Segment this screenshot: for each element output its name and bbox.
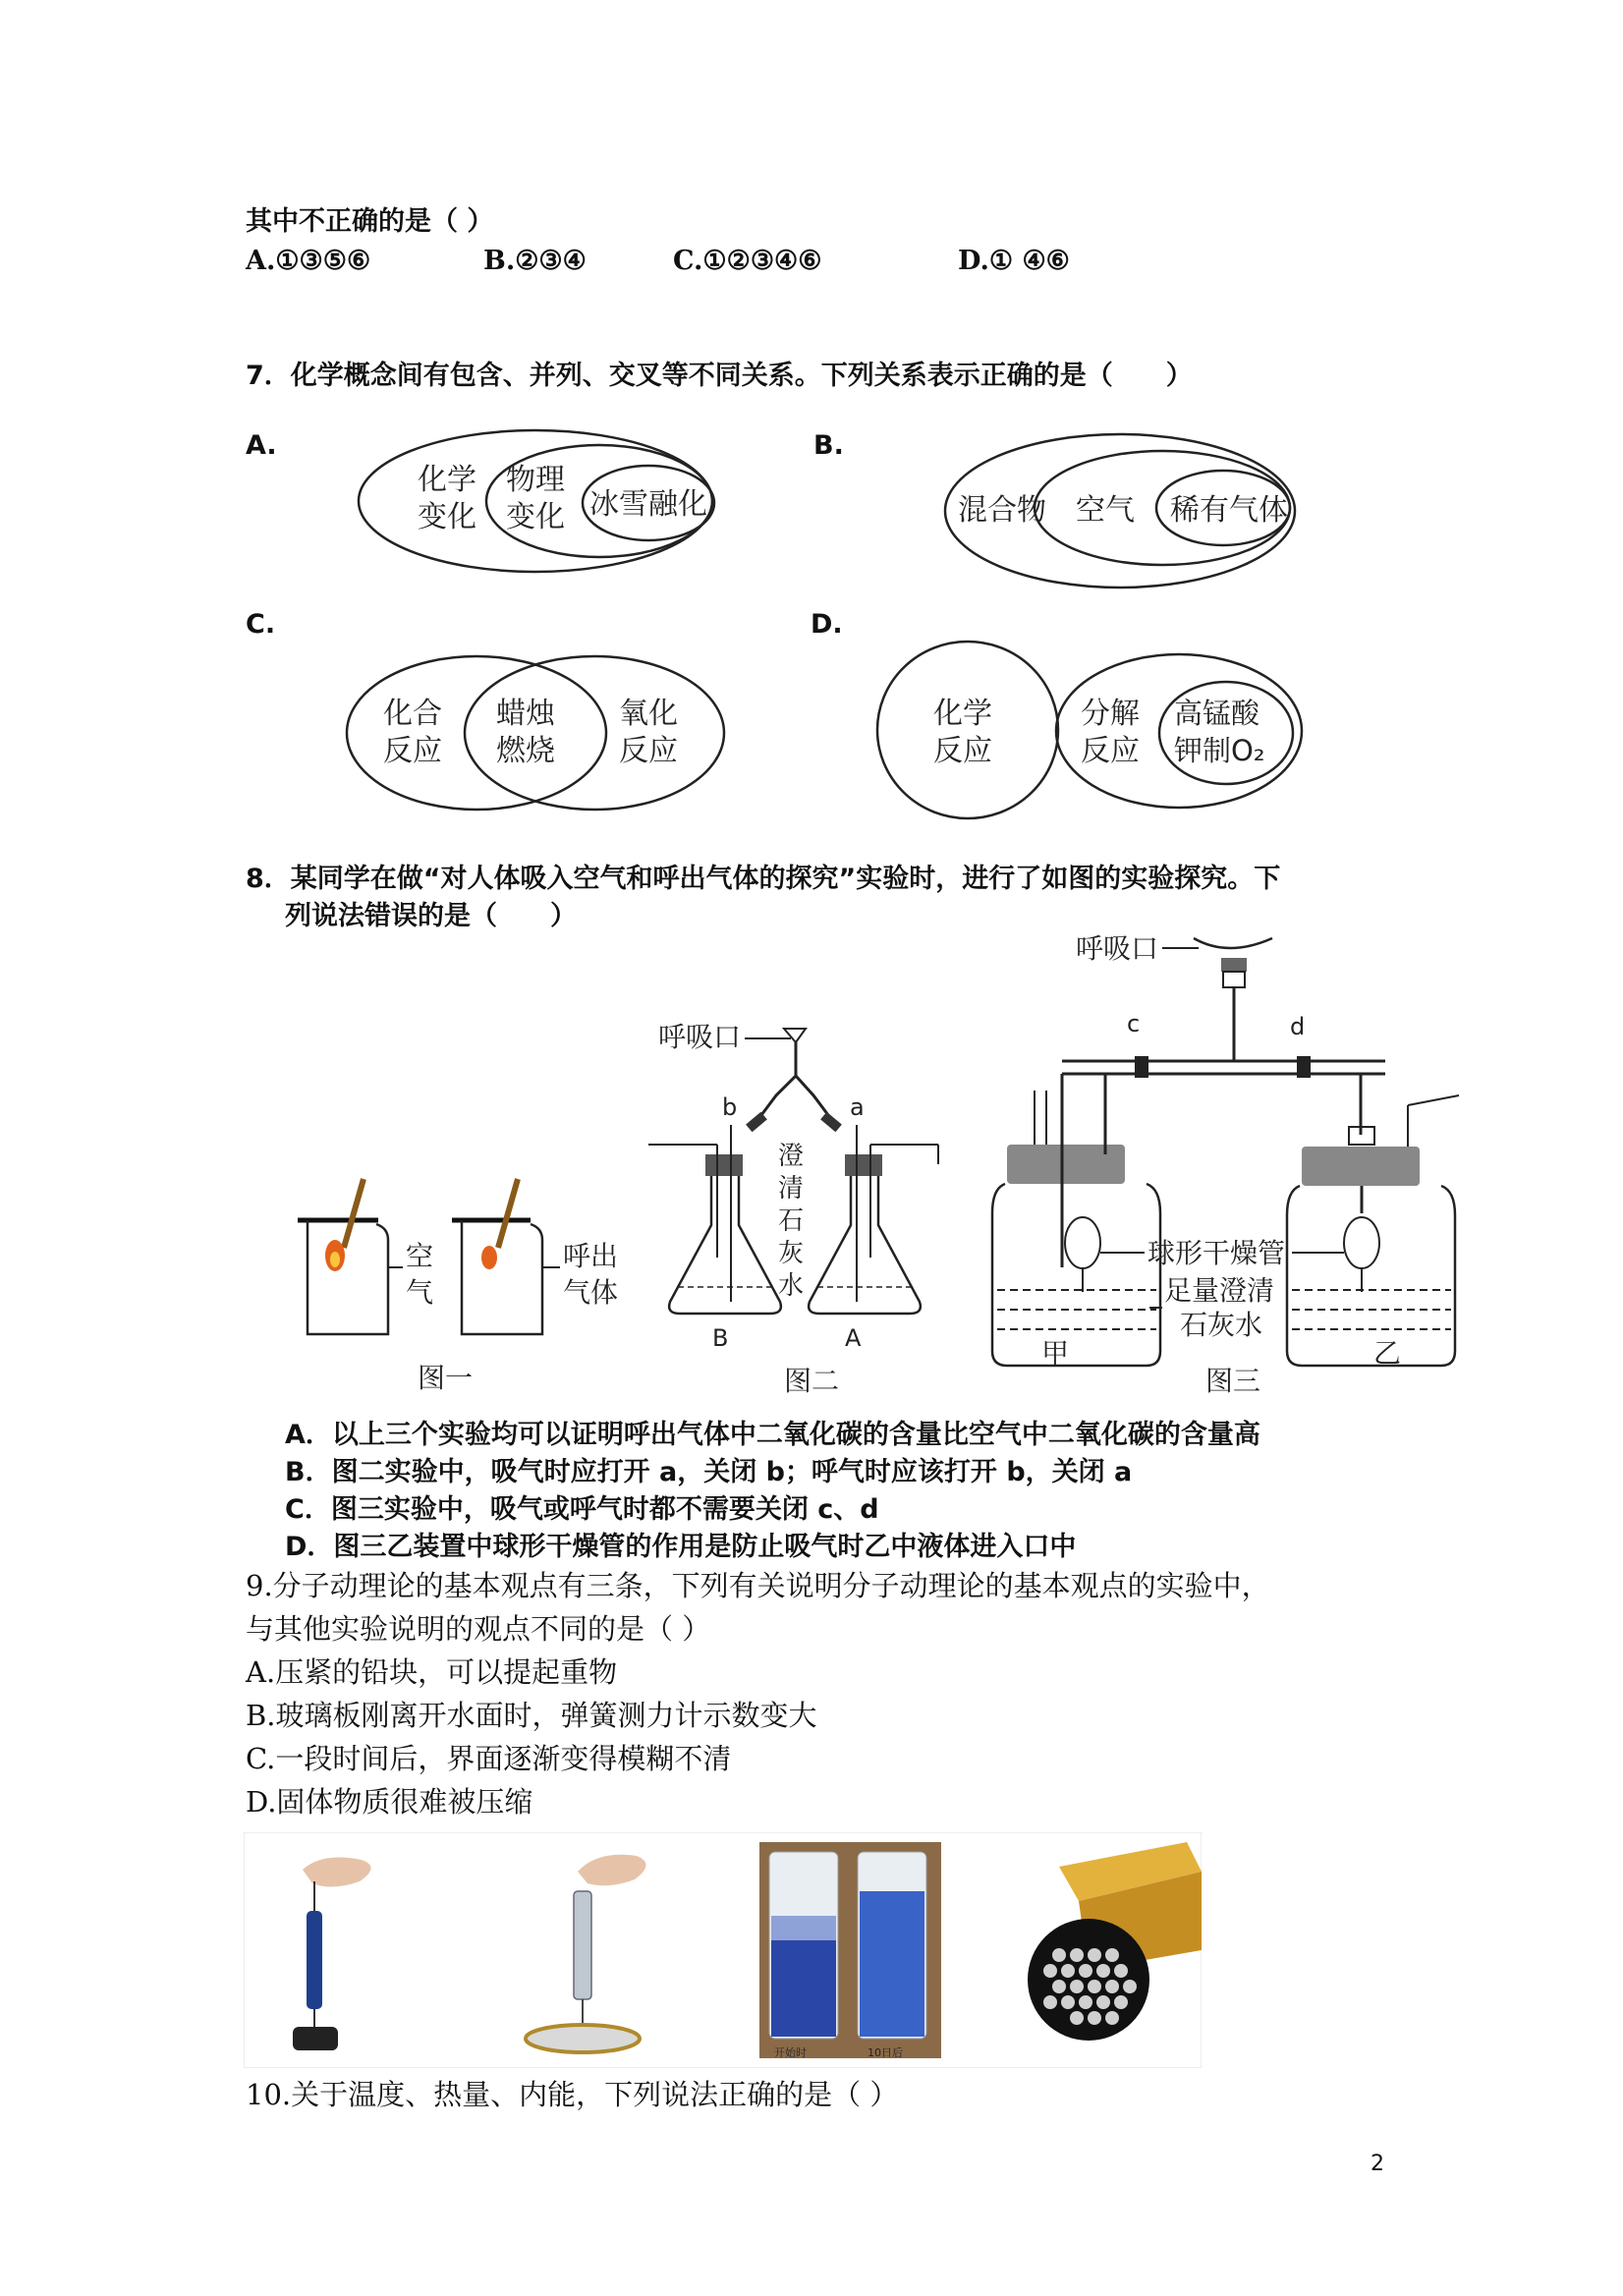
q10-stem: 10.关于温度、热量、内能，下列说法正确的是（ ） xyxy=(246,2078,899,2111)
fig3-c: c xyxy=(1127,1010,1141,1037)
q7c-left-2: 反应 xyxy=(383,734,442,768)
q6-option-b: B.②③④ xyxy=(483,246,587,276)
q9-option-b: B.玻璃板刚离开水面时，弹簧测力计示数变大 xyxy=(246,1699,817,1732)
diffusion-label-end: 10日后 xyxy=(867,2046,903,2059)
q7-option-d-label: D. xyxy=(811,609,843,640)
q9-photo-strip xyxy=(244,1832,1202,2068)
diffusion-label-start: 开始时 xyxy=(774,2046,807,2059)
fig1-label2-b: 气体 xyxy=(563,1276,619,1309)
q8-option-b: B．图二实验中，吸气时应打开 a，关闭 b；呼气时应该打开 b，关闭 a xyxy=(285,1457,1133,1487)
q7a-outer-2: 变化 xyxy=(418,500,476,534)
q6-option-d: D.① ④⑥ xyxy=(958,246,1070,276)
q8-figure-2 xyxy=(648,1007,943,1400)
fig3-caption: 图三 xyxy=(1205,1365,1261,1397)
diffusion-photo xyxy=(759,1842,941,2059)
q9-option-a: A.压紧的铅块，可以提起重物 xyxy=(246,1655,618,1689)
page-number: 2 xyxy=(1371,2152,1384,2176)
fig1-caption: 图一 xyxy=(418,1362,474,1394)
fig3-right: 乙 xyxy=(1373,1337,1402,1370)
q6-stem: 其中不正确的是（ ） xyxy=(246,206,494,237)
fig1-label2-a: 呼出 xyxy=(563,1240,619,1272)
q7-option-a-label: A. xyxy=(246,430,277,461)
q8-figure-1 xyxy=(290,1159,644,1395)
fig2-liquid-1: 澄 xyxy=(778,1142,805,1171)
fig2-liquid-5: 水 xyxy=(778,1271,805,1301)
q7d-inner-2: 钾制O₂ xyxy=(1174,734,1265,767)
q7a-inner: 冰雪融化 xyxy=(589,487,707,522)
q7c-center-1: 蜡烛 xyxy=(496,697,555,731)
q7a-middle-2: 变化 xyxy=(506,500,565,534)
q9-option-d: D.固体物质很难被压缩 xyxy=(246,1785,533,1819)
q8-stem-line2: 列说法错误的是（ ） xyxy=(285,901,577,931)
fig3-left: 甲 xyxy=(1041,1337,1070,1370)
q7-diagram-c xyxy=(339,648,737,815)
q7-diagram-b xyxy=(938,427,1312,594)
q7a-middle-1: 物理 xyxy=(506,463,565,497)
fig2-b: b xyxy=(722,1093,738,1121)
q7d-inner-1: 高锰酸 xyxy=(1174,697,1260,730)
q8-option-a: A．以上三个实验均可以证明呼出气体中二氧化碳的含量比空气中二氧化碳的含量高 xyxy=(285,1420,1260,1450)
q7b-outer: 混合物 xyxy=(958,493,1046,528)
q7-option-c-label: C. xyxy=(246,609,276,640)
q7-diagram-a xyxy=(354,422,737,580)
fig2-liquid-4: 灰 xyxy=(778,1239,805,1268)
q7-option-b-label: B. xyxy=(813,430,844,461)
fig2-flask-a: A xyxy=(845,1324,862,1352)
fig2-mouth: 呼吸口 xyxy=(658,1021,742,1053)
q7b-inner: 稀有气体 xyxy=(1170,493,1288,528)
q6-option-a: A.①③⑤⑥ xyxy=(246,246,371,276)
fig1-label1-a: 空 xyxy=(406,1240,434,1272)
q6-option-c: C.①②③④⑥ xyxy=(673,246,822,276)
q7b-middle: 空气 xyxy=(1076,493,1135,528)
q9-stem-line1: 9.分子动理论的基本观点有三条，下列有关说明分子动理论的基本观点的实验中， xyxy=(246,1569,1270,1602)
fig2-flask-b: B xyxy=(712,1324,729,1352)
q7-diagram-d xyxy=(874,637,1395,823)
fig2-liquid-3: 石 xyxy=(778,1206,805,1236)
fig3-d: d xyxy=(1290,1013,1306,1040)
q7c-left-1: 化合 xyxy=(383,697,442,731)
q9-option-c: C.一段时间后，界面逐渐变得模糊不清 xyxy=(246,1742,732,1775)
fig1-label1-b: 气 xyxy=(406,1276,434,1309)
q8-option-d: D．图三乙装置中球形干燥管的作用是防止吸气时乙中液体进入口中 xyxy=(285,1532,1077,1562)
q7d-outer-1: 分解 xyxy=(1081,697,1140,731)
q7-stem: 7．化学概念间有包含、并列、交叉等不同关系。下列关系表示正确的是（ ） xyxy=(246,361,1193,391)
q9-stem-line2: 与其他实验说明的观点不同的是（ ） xyxy=(246,1612,711,1646)
fig3-liquid-1: 足量澄清 xyxy=(1164,1274,1275,1307)
fig2-liquid-2: 清 xyxy=(778,1174,805,1204)
q7d-left-2: 反应 xyxy=(933,734,992,768)
q8-figure-3 xyxy=(978,919,1469,1400)
fig2-caption: 图二 xyxy=(784,1365,840,1397)
q7a-outer-1: 化学 xyxy=(418,463,476,497)
fig3-tube: 球形干燥管 xyxy=(1147,1237,1286,1269)
fig2-a: a xyxy=(850,1093,865,1121)
q7c-right-1: 氧化 xyxy=(619,697,678,731)
fig3-liquid-2: 石灰水 xyxy=(1180,1309,1263,1341)
q7d-left-1: 化学 xyxy=(933,697,992,731)
q8-option-c: C．图三实验中，吸气或呼气时都不需要关闭 c、d xyxy=(285,1494,879,1525)
fig3-mouth: 呼吸口 xyxy=(1076,932,1159,965)
q7c-right-2: 反应 xyxy=(619,734,678,768)
q8-stem-line1: 8．某同学在做“对人体吸入空气和呼出气体的探究”实验时，进行了如图的实验探究。下 xyxy=(246,864,1281,894)
q7d-outer-2: 反应 xyxy=(1081,734,1140,768)
q7c-center-2: 燃烧 xyxy=(496,734,555,768)
